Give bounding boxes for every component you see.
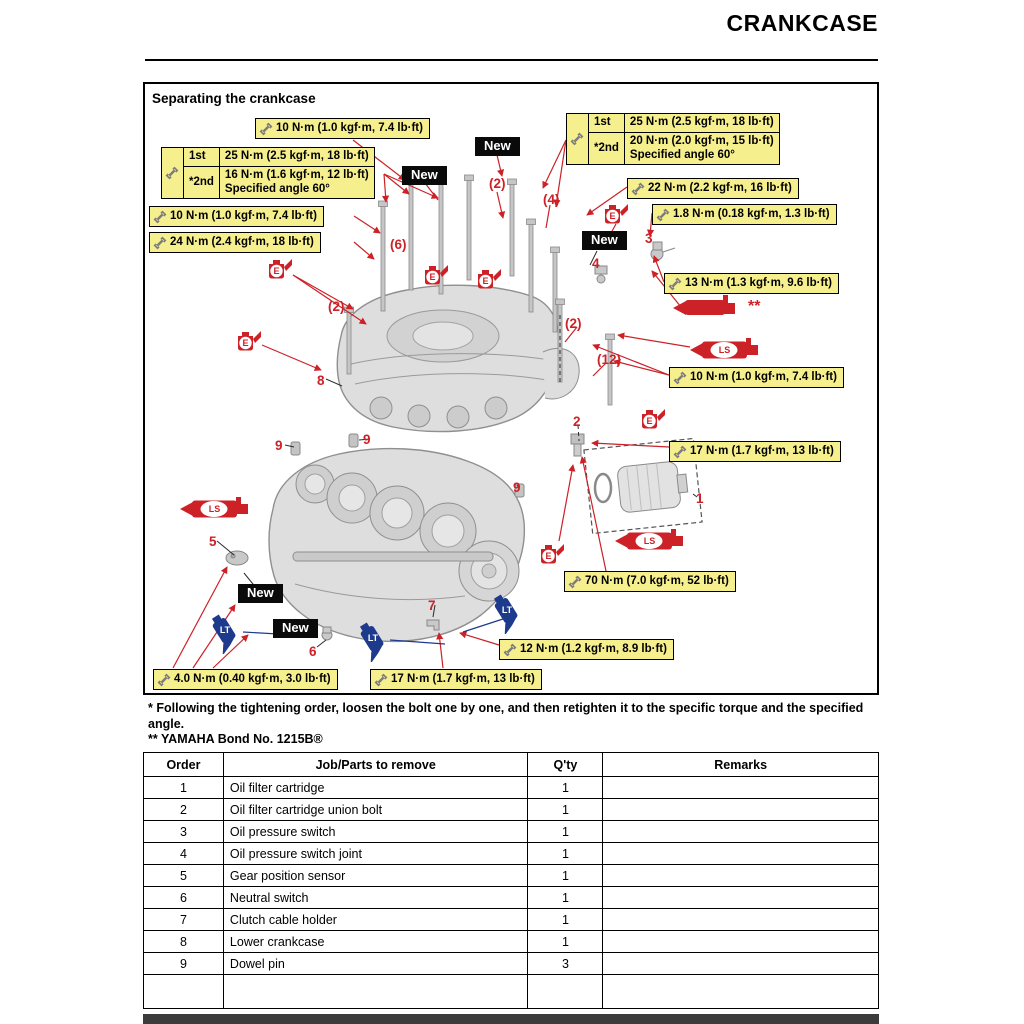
threadlocker-icon xyxy=(488,592,526,634)
dual-step-2: *2nd xyxy=(589,132,625,165)
cell-remarks xyxy=(603,821,879,843)
table-row xyxy=(144,799,879,821)
torque-text: 22 N·m (2.2 kgf·m, 16 lb·ft) xyxy=(648,181,792,194)
wrench-icon xyxy=(153,210,167,224)
cell-job: Clutch cable holder xyxy=(223,909,528,931)
cell-job xyxy=(223,975,528,1009)
threadlocker-icon xyxy=(206,612,244,654)
torque-label-left-dual xyxy=(161,147,375,199)
torque-label-right-dual xyxy=(566,113,780,165)
table-header-job: Job/Parts to remove xyxy=(223,753,528,777)
oil-badge-letter: E xyxy=(242,338,249,348)
callout-qty-2c: (2) xyxy=(565,316,582,331)
table-row xyxy=(144,821,879,843)
callout-7: 7 xyxy=(428,598,436,613)
torque-text: 4.0 N·m (0.40 kgf·m, 3.0 lb·ft) xyxy=(174,672,331,685)
cell-qty: 1 xyxy=(528,887,603,909)
callout-qty-2a: (2) xyxy=(328,299,345,314)
table-row xyxy=(144,865,879,887)
lt-badge-letters: LT xyxy=(501,605,513,615)
cell-remarks xyxy=(603,953,879,975)
table-header-row xyxy=(144,753,879,777)
cell-job: Oil filter cartridge union bolt xyxy=(223,799,528,821)
cell-job: Gear position sensor xyxy=(223,865,528,887)
cell-qty xyxy=(528,975,603,1009)
union-bolt-shape xyxy=(571,434,584,456)
cell-qty: 1 xyxy=(528,821,603,843)
torque-label-4nm xyxy=(153,669,338,690)
cell-order: 4 xyxy=(144,843,224,865)
torque-label-70nm xyxy=(564,571,736,592)
engine-oil-icon xyxy=(265,254,295,281)
engine-oil-icon xyxy=(474,264,504,291)
lithium-grease-icon xyxy=(179,496,249,522)
page-title: CRANKCASE xyxy=(726,10,878,36)
cell-job: Oil pressure switch xyxy=(223,821,528,843)
table-header-order: Order xyxy=(144,753,224,777)
cell-order: 3 xyxy=(144,821,224,843)
callout-6: 6 xyxy=(309,644,317,659)
table-row xyxy=(144,909,879,931)
dual-value-1: 25 N·m (2.5 kgf·m, 18 lb·ft) xyxy=(219,148,374,167)
footnote-yamaha-bond: ** YAMAHA Bond No. 1215B® xyxy=(148,732,323,746)
cell-qty: 1 xyxy=(528,865,603,887)
torque-label-bottom-17nm xyxy=(370,669,542,690)
table-row xyxy=(144,931,879,953)
cell-remarks xyxy=(603,799,879,821)
callout-8: 8 xyxy=(317,373,325,388)
engine-oil-icon xyxy=(421,260,451,287)
cell-remarks xyxy=(603,975,879,1009)
new-part-badge: New xyxy=(582,231,627,250)
cell-order: 6 xyxy=(144,887,224,909)
parts-table xyxy=(143,752,879,1009)
cell-remarks xyxy=(603,887,879,909)
cell-remarks xyxy=(603,843,879,865)
cell-remarks xyxy=(603,909,879,931)
ls-badge-letters: LS xyxy=(208,504,221,514)
wrench-icon xyxy=(668,277,682,291)
cell-order: 8 xyxy=(144,931,224,953)
callout-1: 1 xyxy=(696,491,704,506)
torque-label-left-10nm xyxy=(149,206,324,227)
wrench-icon xyxy=(503,643,517,657)
lt-badge-letters: LT xyxy=(219,625,231,635)
table-row xyxy=(144,887,879,909)
table-header-remarks: Remarks xyxy=(603,753,879,777)
torque-text: 13 N·m (1.3 kgf·m, 9.6 lb·ft) xyxy=(685,276,832,289)
cell-qty: 1 xyxy=(528,909,603,931)
cell-job: Oil pressure switch joint xyxy=(223,843,528,865)
new-part-badge: New xyxy=(475,137,520,156)
torque-text: 12 N·m (1.2 kgf·m, 8.9 lb·ft) xyxy=(520,642,667,655)
threadlocker-icon xyxy=(354,620,392,662)
new-part-badge: New xyxy=(238,584,283,603)
callout-9a: 9 xyxy=(275,438,283,453)
torque-text: 10 N·m (1.0 kgf·m, 7.4 lb·ft) xyxy=(276,121,423,134)
callout-2: 2 xyxy=(573,414,581,429)
cell-qty: 1 xyxy=(528,843,603,865)
cell-remarks xyxy=(603,777,879,799)
callout-qty-12: (12) xyxy=(597,352,622,367)
wrench-icon xyxy=(259,122,273,136)
torque-text: 17 N·m (1.7 kgf·m, 13 lb·ft) xyxy=(391,672,535,685)
engine-oil-icon xyxy=(537,539,567,566)
wrench-icon xyxy=(162,148,184,199)
oil-badge-letter: E xyxy=(609,211,616,221)
wrench-icon xyxy=(656,208,670,222)
engine-oil-icon xyxy=(234,326,264,353)
dual-value-2 xyxy=(219,166,374,199)
torque-label-right-22nm xyxy=(627,178,799,199)
torque-text: 24 N·m (2.4 kgf·m, 18 lb·ft) xyxy=(170,235,314,248)
ls-badge-letters: LS xyxy=(718,345,731,355)
cell-job: Dowel pin xyxy=(223,953,528,975)
callout-double-asterisk: ** xyxy=(748,298,761,315)
dual-value-2-line1: 20 N·m (2.0 kgf·m, 15 lb·ft) xyxy=(629,134,774,147)
torque-text: 17 N·m (1.7 kgf·m, 13 lb·ft) xyxy=(690,444,834,457)
callout-9b: 9 xyxy=(363,432,371,447)
cell-remarks xyxy=(603,865,879,887)
wrench-icon xyxy=(673,445,687,459)
cell-qty: 1 xyxy=(528,777,603,799)
cell-qty: 1 xyxy=(528,799,603,821)
diagram-panel xyxy=(143,82,879,695)
bond-gun-shape xyxy=(673,295,735,315)
callout-qty-6: (6) xyxy=(390,237,407,252)
callout-5: 5 xyxy=(209,534,217,549)
dual-step-1: 1st xyxy=(589,114,625,133)
cell-order: 9 xyxy=(144,953,224,975)
torque-text: 1.8 N·m (0.18 kgf·m, 1.3 lb·ft) xyxy=(673,207,830,220)
dual-value-2 xyxy=(624,132,779,165)
section-title: Separating the crankcase xyxy=(152,91,316,106)
cell-qty: 3 xyxy=(528,953,603,975)
new-part-badge: New xyxy=(402,166,447,185)
oil-badge-letter: E xyxy=(545,551,552,561)
table-row xyxy=(144,953,879,975)
wrench-icon xyxy=(568,575,582,589)
cell-job: Lower crankcase xyxy=(223,931,528,953)
lower-crankcase-shape xyxy=(269,449,524,642)
table-row xyxy=(144,777,879,799)
engine-oil-icon xyxy=(601,199,631,226)
wrench-icon xyxy=(153,236,167,250)
dual-step-1: 1st xyxy=(184,148,220,167)
torque-text: 10 N·m (1.0 kgf·m, 7.4 lb·ft) xyxy=(170,209,317,222)
callout-3: 3 xyxy=(645,231,653,246)
lithium-grease-icon xyxy=(689,337,759,363)
new-part-badge: New xyxy=(273,619,318,638)
callout-qty-4: (4) xyxy=(543,192,560,207)
torque-label-right-17nm xyxy=(669,441,841,462)
torque-label-left-24nm xyxy=(149,232,321,253)
dual-step-2: *2nd xyxy=(184,166,220,199)
cell-order: 1 xyxy=(144,777,224,799)
wrench-icon xyxy=(673,371,687,385)
dual-value-2-line1: 16 N·m (1.6 kgf·m, 12 lb·ft) xyxy=(224,168,369,181)
callout-qty-2b: (2) xyxy=(489,176,506,191)
table-row-partial xyxy=(144,975,879,1009)
torque-label-top-10nm xyxy=(255,118,430,139)
cell-job: Neutral switch xyxy=(223,887,528,909)
page-cutoff-band xyxy=(143,1014,879,1024)
dual-value-2-line2: Specified angle 60° xyxy=(224,182,330,195)
cell-order: 5 xyxy=(144,865,224,887)
torque-label-12nm xyxy=(499,639,674,660)
cell-remarks xyxy=(603,931,879,953)
wrench-icon xyxy=(157,673,171,687)
ls-badge-letters: LS xyxy=(643,536,656,546)
callout-9c: 9 xyxy=(513,480,521,495)
table-header-qty: Q'ty xyxy=(528,753,603,777)
cell-order: 2 xyxy=(144,799,224,821)
cell-qty: 1 xyxy=(528,931,603,953)
lithium-grease-icon xyxy=(614,528,684,554)
callout-4: 4 xyxy=(592,256,600,271)
torque-label-right-10nm xyxy=(669,367,844,388)
table-row xyxy=(144,843,879,865)
upper-crankcase-shape xyxy=(337,285,579,431)
wrench-icon xyxy=(567,114,589,165)
torque-label-right-13nm xyxy=(664,273,839,294)
torque-label-right-1-8nm xyxy=(652,204,837,225)
wrench-icon xyxy=(631,182,645,196)
dual-value-1: 25 N·m (2.5 kgf·m, 18 lb·ft) xyxy=(624,114,779,133)
oil-badge-letter: E xyxy=(273,266,280,276)
footnote-tightening-order: * Following the tightening order, loosen the bolt one by one, and then retighten it to the specific torque and the specified angle. xyxy=(148,701,864,732)
torque-text: 70 N·m (7.0 kgf·m, 52 lb·ft) xyxy=(585,574,729,587)
dual-value-2-line2: Specified angle 60° xyxy=(629,148,735,161)
cell-order: 7 xyxy=(144,909,224,931)
cell-order xyxy=(144,975,224,1009)
lt-badge-letters: LT xyxy=(367,633,379,643)
engine-oil-icon xyxy=(638,404,668,431)
oil-badge-letter: E xyxy=(646,416,653,426)
oil-badge-letter: E xyxy=(429,272,436,282)
cell-job: Oil filter cartridge xyxy=(223,777,528,799)
oil-badge-letter: E xyxy=(482,276,489,286)
wrench-icon xyxy=(374,673,388,687)
header-divider xyxy=(145,59,878,61)
torque-text: 10 N·m (1.0 kgf·m, 7.4 lb·ft) xyxy=(690,370,837,383)
